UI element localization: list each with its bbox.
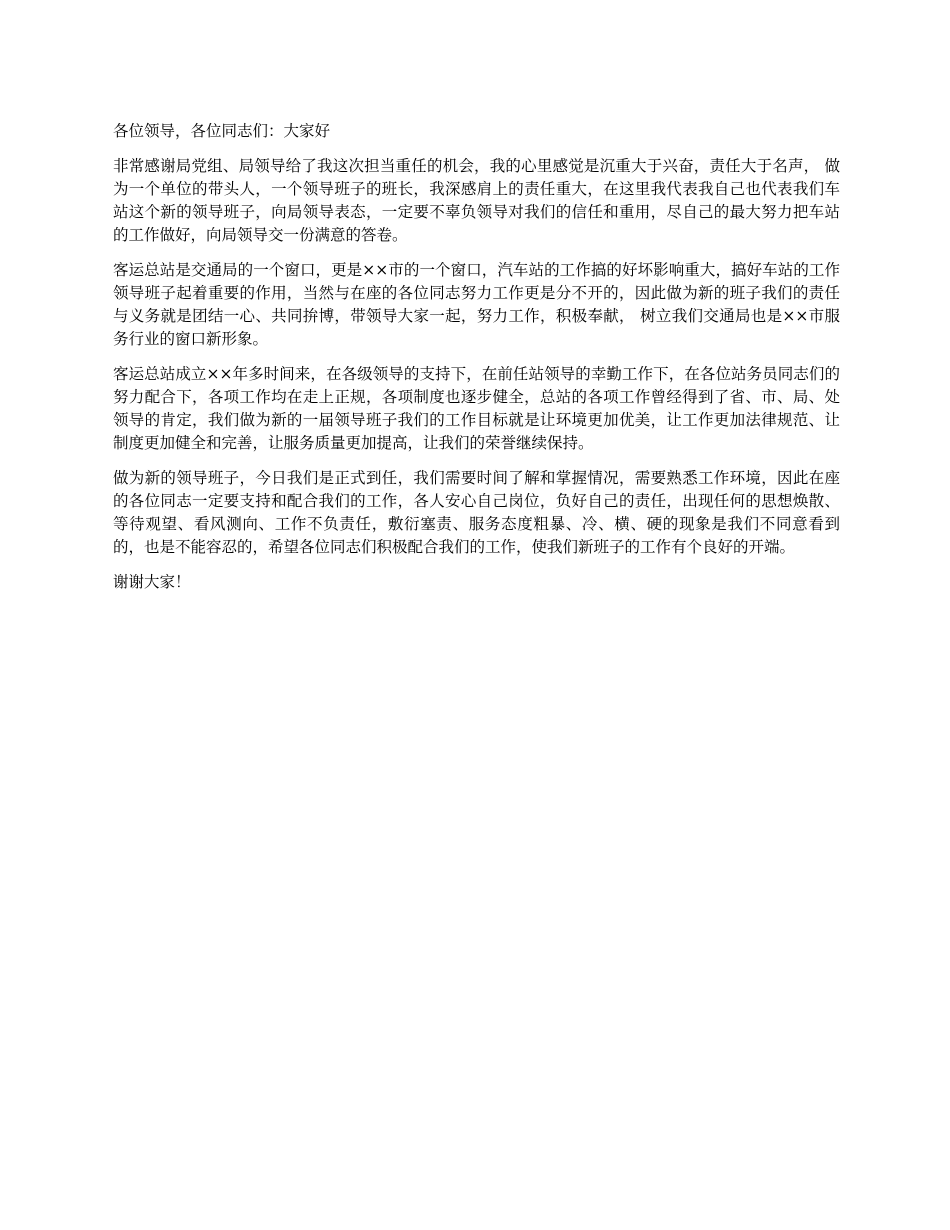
closing-line: 谢谢大家！ xyxy=(113,573,191,591)
paragraph-3: 客运总站成立××年多时间来，在各级领导的支持下，在前任站领导的幸勤工作下，在各位站务员同志们的努力配合下，各项工作均在走上正规，各项制度也逐步健全，总站的各项工作曾经得到了省、市、局、处领导的肯定，我们做为新的一届领导班子我们的工作目标就是让环境更加优美，让工作更加法律规范、让制度更加健全和完善，让服务质量更加提高，让我们的荣誉继续保持。 xyxy=(113,365,840,452)
paragraph-1: 非常感谢局党组、局领导给了我这次担当重任的机会，我的心里感觉是沉重大于兴奋，责任大于名声， 做为一个单位的带头人，一个领导班子的班长，我深感肩上的责任重大，在这里我代表我自己也代表我们车站这个新的领导班子，向局领导表态，一定要不辜负领导对我们的信任和重用，尽自己的最大努力把车站的工作做好，向局领导交一份满意的答卷。 xyxy=(113,157,840,244)
paragraph-2: 客运总站是交通局的一个窗口，更是××市的一个窗口，汽车站的工作搞的好坏影响重大，搞好车站的工作领导班子起着重要的作用，当然与在座的各位同志努力工作更是分不开的，因此做为新的班子我们的责任与义务就是团结一心、共同拚博，带领导大家一起，努力工作，积极奉献， 树立我们交通局也是××市服务行业的窗口新形象。 xyxy=(113,261,840,348)
paragraph-4: 做为新的领导班子，今日我们是正式到任，我们需要时间了解和掌握情况，需要熟悉工作环境，因此在座的各位同志一定要支持和配合我们的工作，各人安心自己岗位，负好自己的责任，出现任何的思想焕散、等待观望、看风测向、工作不负责任，敷衍塞责、服务态度粗暴、冷、横、硬的现象是我们不同意看到的，也是不能容忍的，希望各位同志们积极配合我们的工作，使我们新班子的工作有个良好的开端。 xyxy=(113,469,840,556)
document-body xyxy=(113,120,840,594)
greeting-line: 各位领导，各位同志们：大家好 xyxy=(113,122,331,140)
